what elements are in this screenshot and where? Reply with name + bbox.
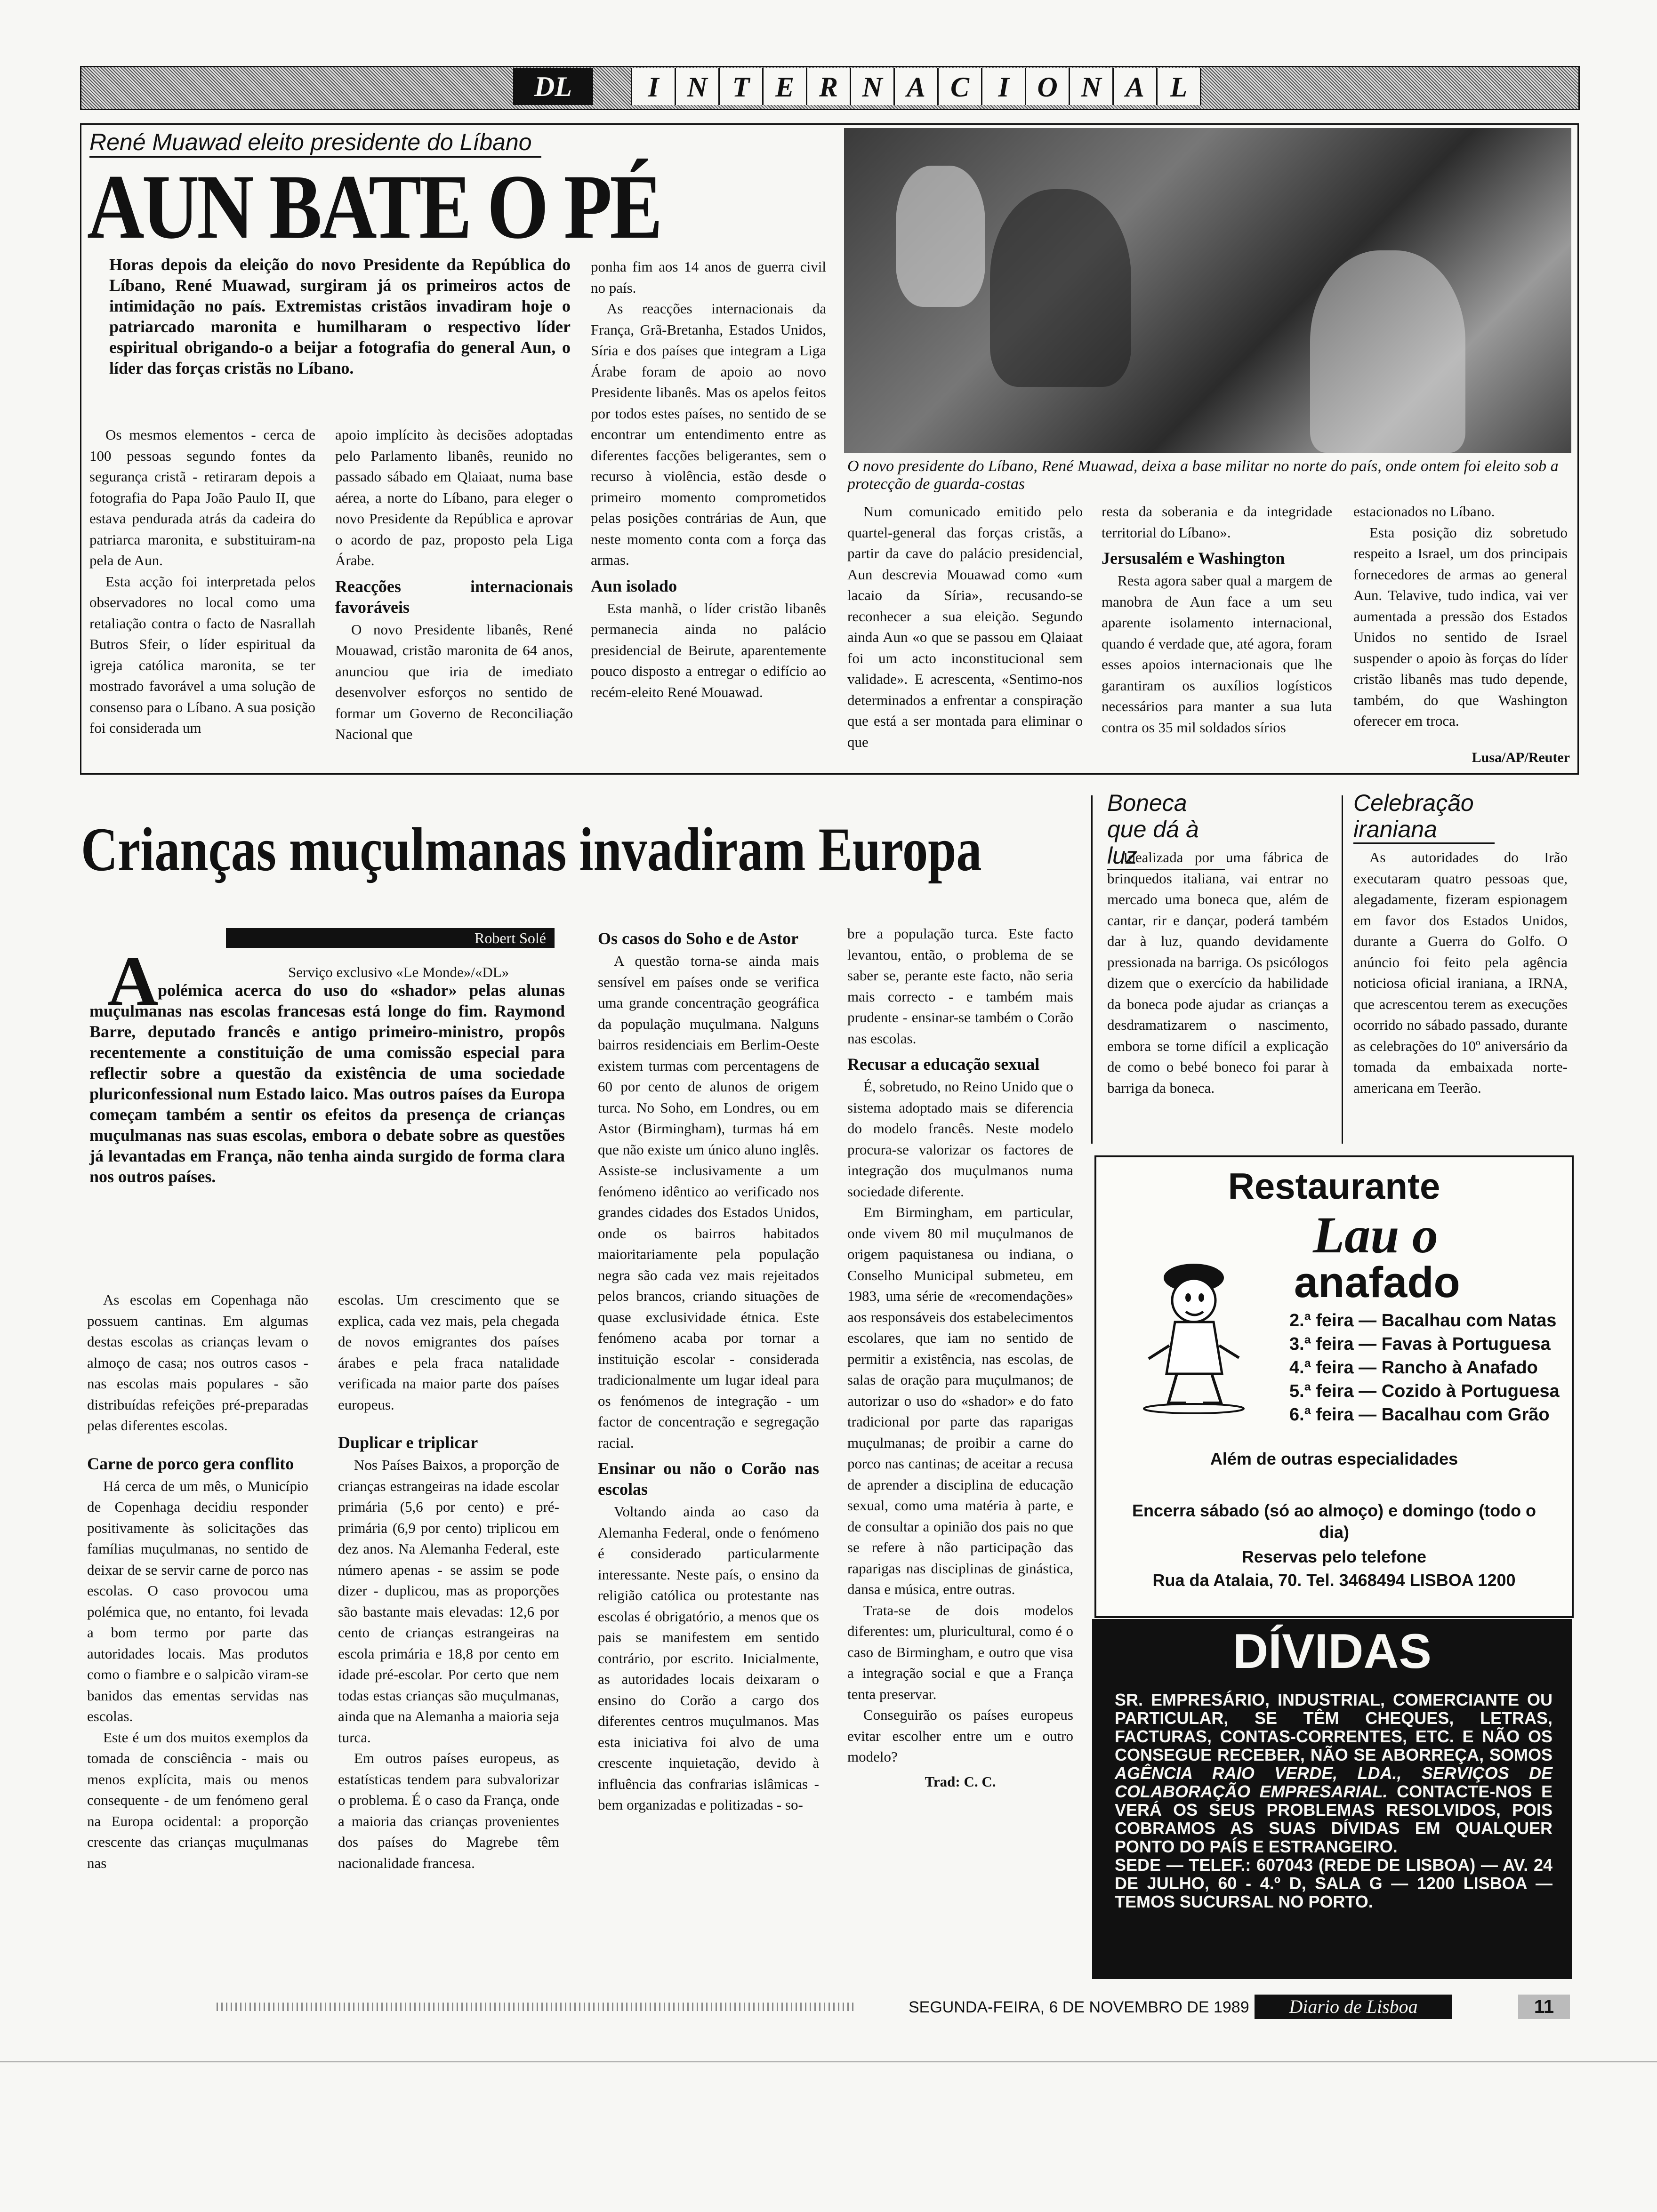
story2-c1-p2: Há cerca de um mês, o Município de Copenhaga decidiu responder positivamente às solicitações das famílias muçulmanas, no sentido de deixar de se servir carne de porco nas escolas. O caso provocou uma polémica que, no entanto, foi levada a bom termo por parte das autoridades locais. Mas produtos como o fiambre e o salpicão viram-se banidos das ementas servidas nas escolas. xyxy=(87,1477,308,1724)
brief2-text xyxy=(1353,847,1568,1098)
footer-bottom-rule xyxy=(0,2061,1657,2062)
story1-lead: Horas depois da eleição do novo Presidente da República do Líbano, René Muawad, surgiram já os primeiros actos de intimidação no país. Extremistas cristãos invadiram hoje o patriarcado maronita e humilharam o respectivo líder espiritual obrigando-o a beijar a fotografia do general Aun, o líder das forças cristãs no Líbano. xyxy=(109,255,571,377)
story2-c4-p2: É, sobretudo, no Reino Unido que o sistema adoptado mais se diferencia do modelo francês. Neste modelo procura-se valorizar os factores de integração dos muçulmanos numa sociedade diferente. xyxy=(847,1078,1074,1200)
story2-dropcap: A xyxy=(107,942,159,1020)
story2-byline: Robert Solé xyxy=(475,930,546,946)
story1-col1-p1: Os mesmos elementos - cerca de 100 pessoas segundo fontes da segurança cristã - retiraram depois a fotografia do Papa João Paulo II, que estava pendurada atrás da cadeira do patriarca maronita, e substituiram-na pela de Aun. xyxy=(89,426,315,569)
story1-col3 xyxy=(591,256,826,703)
footer-dotted-rule xyxy=(217,2003,857,2011)
menu-item: 4.ª feira — Rancho à Anafado xyxy=(1289,1358,1538,1378)
story1-col1-p2: Esta acção foi interpretada pelos observadores no local como uma retaliação contra o facto de Nasrallah Butros Sfeir, o líder espiritual da igreja católica maronita, se ter mostrado favorável a uma solução de consenso para o Líbano. A sua posição foi considerada um xyxy=(89,573,315,736)
section-title-letter: N xyxy=(1070,68,1114,105)
ad-dividas xyxy=(1092,1619,1572,1979)
section-title-letter: C xyxy=(939,68,982,105)
story2-c4-p3: Em Birmingham, em particular, onde vivem 80 mil muçulmanos de origem paquistanesa ou indiana, o Conselho Municipal submeteu, em 1983, uma série de «recomendações» aos responsáveis dos estabelecimentos escolares, que iam no sentido de permitir a existência, nas escolas, de salas de oração para muçulmanos; de autorizar o uso do «shador» e do fato tradicional por parte das raparigas muçulmanas; de proibir a carne do porco nas cantinas; de aceitar a recusa de aprender a disciplina de educação sexual, como uma matéria à parte, e de consultar a opinião dos pais no que se refere à não participação das raparigas nas disciplinas de ginástica, dansa e música, entre outras. xyxy=(847,1204,1073,1597)
story1-col2 xyxy=(335,425,573,745)
story1-col6-p1: estacionados no Líbano. xyxy=(1353,503,1495,520)
story2-lead-text: polémica acerca do uso do «shador» pelas alunas muçulmanas nas escolas francesas está longe do fim. Raymond Barre, deputado francês e antigo primeiro-ministro, propôs recentemente a constituição de uma comissão especial para reflectir sobre a questão da existência de uma sociedade pluriconfessional num Estado laico. Mas outros países da Europa começam também a sentir os efeitos da presença de crianças muçulmanas nas suas escolas, embora o debate sobre as questões já levantadas em França, não tenha ainda surgido de forma clara nos outros países. xyxy=(89,981,565,1186)
story2-c3-p1: A questão torna-se ainda mais sensível em países onde se verifica uma grande concentração geográfica da população muçulmana. Nalguns bairros residenciais em Berlim-Oeste existem turmas com percentagens de 60 por cento de alunos de origem turca. No Soho, em Londres, ou em Astor (Birmingham), turmas há em que não existe um único aluno inglês. Assiste-se inclusivamente a um fenómeno idêntico ao verificado nos grandes cidades dos Estados Unidos, onde os bairros habitados maioritariamente pela população negra são cada vez mais rejeitados pelos brancos, criando situações de quase exclusividade étnica. Este fenómeno acaba por tornar a instituição escolar - considerada tradicionalmente um lugar ideal para os fenómenos de integração - um factor de concentração e segregação racial. xyxy=(598,953,819,1451)
story2-subhead-duplicar: Duplicar e triplicar xyxy=(338,1433,478,1452)
story1-col3-p1: ponha fim aos 14 anos de guerra civil no país. xyxy=(591,258,826,296)
section-title-letter: T xyxy=(720,68,764,105)
brief1-title: Boneca que dá à luz xyxy=(1107,790,1225,870)
story2-subhead-soho: Os casos do Soho e de Astor xyxy=(598,929,799,948)
story2-col3 xyxy=(598,923,819,1816)
section-title-letter: L xyxy=(1158,68,1201,105)
section-title-letter: E xyxy=(764,68,807,105)
ad-restaurant xyxy=(1094,1155,1574,1618)
chef-illustration xyxy=(1141,1251,1249,1416)
section-title-letter: N xyxy=(851,68,895,105)
ad-dividas-heading: DÍVIDAS xyxy=(1233,1624,1432,1679)
footer-date: SEGUNDA-FEIRA, 6 DE NOVEMBRO DE 1989 xyxy=(909,1998,1249,2016)
story1-col3-p3: Esta manhã, o líder cristão libanês permanecia ainda no palácio presidencial de Beirute, aparentemente pouco disposto a entregar o edifício ao recém-eleito René Mouawad. xyxy=(591,600,826,700)
story1-credit: Lusa/AP/Reuter xyxy=(1472,750,1570,765)
story2-col1 xyxy=(87,1290,308,1874)
ad-restaurant-name2: anafado xyxy=(1294,1258,1460,1306)
ad-dividas-body xyxy=(1115,1691,1552,1911)
story1-caption: O novo presidente do Líbano, René Muawad, deixa a base militar no norte do país, onde ontem foi eleito sob a protecção de guarda-costas xyxy=(847,457,1559,493)
story1-col3-p2: As reacções internacionais da França, Grã-Bretanha, Estados Unidos, Síria e dos países que integram a Liga Árabe foram de apoio ao novo Presidente libanês. Mas os apelos feitos por todos estes países, no sentido de se encontrar um entendimento entre as diferentes facções beligerantes, sem o recurso à violência, estão desde o primeiro momento comprometidos pelas posições contrárias de Aun, que neste momento conta com a força das armas. xyxy=(591,300,826,568)
menu-item: 5.ª feira — Cozido à Portuguesa xyxy=(1289,1381,1560,1401)
section-title-letters xyxy=(632,72,1201,103)
ad-restaurant-address: Rua da Atalaia, 70. Tel. 3468494 LISBOA 1200 xyxy=(1152,1571,1516,1590)
story2-translator: Trad: C. C. xyxy=(925,1773,996,1790)
story2-service: Serviço exclusivo «Le Monde»/«DL» xyxy=(288,964,509,980)
section-title-letter: O xyxy=(1026,68,1070,105)
brief1-text xyxy=(1107,847,1328,1098)
photo-figure-right xyxy=(1310,250,1465,453)
section-title-letter: N xyxy=(676,68,720,105)
section-logo: DL xyxy=(513,68,593,105)
section-title-letter: A xyxy=(1114,68,1158,105)
story2-subhead-recusar: Recusar a educação sexual xyxy=(847,1055,1040,1074)
story2-c4-p4: Trata-se de dois modelos diferentes: um, pluricultural, como é o caso de Birmingham, e outro que visa a integração social e que a França tenta preservar. xyxy=(847,1602,1073,1702)
section-title-letter: I xyxy=(632,68,676,105)
story2-c2-p1: escolas. Um crescimento que se explica, cada vez mais, pela chegada de novos emigrantes dos países árabes e pela fraca natalidade verificada na maior parte dos países europeus. xyxy=(338,1291,559,1413)
menu-item: 6.ª feira — Bacalhau com Grão xyxy=(1289,1405,1550,1425)
ad-restaurant-heading: Restaurante xyxy=(1228,1165,1440,1207)
story1-photo xyxy=(844,128,1571,453)
story2-subhead-carne: Carne de porco gera conflito xyxy=(87,1454,294,1473)
story1-headline: AUN BATE O PÉ xyxy=(87,156,660,258)
section-title xyxy=(631,68,1201,105)
story2-c1-p1: As escolas em Copenhaga não possuem cantinas. Em algumas destas escolas as crianças levam o almoço de casa; nos outros casos - nas escolas mais populares - são distribuídas refeições pré-preparadas pelas diferentes escolas. xyxy=(87,1291,308,1434)
story2-subhead-corao: Ensinar ou não o Corão nas escolas xyxy=(598,1459,819,1499)
story1-subhead-reaccoes: Reacções internacionais favoráveis xyxy=(335,577,573,617)
story1-col6-p2: Esta posição diz sobretudo respeito a Israel, um dos principais fornecedores de armas ao general Aun. Telavive, tudo indica, vai ver aumentada a pressão dos Estados Unidos no sentido de Israel suspender o apoio às forças do líder cristão libanês mas tudo depende, também, do que Washington oferecer em troca. xyxy=(1353,524,1568,729)
story2-c4-p1: bre a população turca. Este facto levantou, então, o problema de se saber se, perante este facto, não seria mais correcto - e também mais prudente - ensinar-se também o Corão nas escolas. xyxy=(847,925,1073,1047)
story1-col4 xyxy=(847,501,1083,753)
menu-item: 3.ª feira — Favas à Portuguesa xyxy=(1289,1334,1551,1354)
story1-col2-p2: O novo Presidente libanês, René Mouawad, cristão maronita de 64 anos, anunciou que iria de imediato desenvolver esforços no sentido de formar um Governo de Reconciliação Nacional que xyxy=(335,621,573,742)
story2-lead xyxy=(89,980,565,1187)
brief-rule-mid xyxy=(1342,795,1343,1144)
photo-hand xyxy=(896,166,985,307)
footer-paper-name: Diario de Lisboa xyxy=(1255,1995,1452,2019)
story1-kicker: René Muawad eleito presidente do Líbano xyxy=(89,128,541,158)
ad-dividas-p4: SEDE — TELEF.: 607043 (REDE DE LISBOA) — AV. 24 DE JULHO, 60 - 4.º D, SALA G — 1200 LISBOA — TEMOS SUCURSAL NO PORTO. xyxy=(1115,1855,1552,1911)
ad-restaurant-hours: Encerra sábado (só ao almoço) e domingo (todo o dia) xyxy=(1132,1501,1536,1542)
story2-c2-p3: Em outros países europeus, as estatísticas tendem para subvalorizar o problema. É o caso da França, onde a maioria das crianças provenientes dos países do Magrebe têm nacionalidade francesa. xyxy=(338,1750,559,1871)
story2-c3-p2: Voltando ainda ao caso da Alemanha Federal, onde o fenómeno é considerado particularmente interessante. Neste país, o ensino da religião católica ou protestante nas escolas é obrigatório, a menos que os pais se manifestem em sentido contrário, por escrito. Inicialmente, as autoridades locais deixaram o ensino do Corão a cargo dos diferentes centros muçulmanos. Mas esta iniciativa foi alvo de uma crescente inquietação, devido à influência das confrarias islâmicas - bem organizadas e politizadas - so- xyxy=(598,1503,819,1813)
story1-col4-p1: Num comunicado emitido pelo quartel-general das forças cristãs, a partir da cave do palácio presidencial, Aun descrevia Mouawad como «um lacaio da Síria», recusando-se reconhecer a sua eleição. Segundo ainda Aun «o que se passou em Qlaiaat foi um acto inconstitucional sem validade». E acrescenta, «Sentimo-nos determinados a enfrentar a conspiração que está a ser montada para eliminar o que xyxy=(847,503,1083,750)
story1-col6 xyxy=(1353,501,1568,732)
ad-restaurant-extra: Além de outras especialidades xyxy=(1210,1449,1458,1468)
brief2-title: Celebração iraniana xyxy=(1353,790,1495,844)
ad-restaurant-name1: Lau o xyxy=(1313,1206,1438,1264)
chef-figure-icon xyxy=(1141,1251,1249,1416)
story1-subhead-jerusalem: Jersusalém e Washington xyxy=(1102,549,1285,568)
section-title-letter: R xyxy=(807,68,851,105)
story1-col5-p2: Resta agora saber qual a margem de manobra de Aun face a um seu aparente isolamento internacional, quando é verdade que, até agora, foram esses apoios internacionais que lhe garantiram os auxílios logísticos necessários para manter a sua luta contra os 35 mil soldados sírios xyxy=(1102,572,1332,736)
story1-subhead-aun-isolado: Aun isolado xyxy=(591,576,677,595)
footer-page-number: 11 xyxy=(1518,1995,1570,2019)
photo-figure-left xyxy=(990,189,1131,387)
ad-dividas-p1: SR. EMPRESÁRIO, INDUSTRIAL, COMERCIANTE OU PARTICULAR, SE TÊM CHEQUES, LETRAS, FACTURAS, CONTAS-CORRENTES, ETC. E NÃO OS CONSEGUE RECEBER, NÃO SE ABORREÇA, SOMOS xyxy=(1115,1690,1552,1764)
section-title-letter: A xyxy=(895,68,939,105)
brief1-paragraph: Idealizada por uma fábrica de brinquedos italiana, vai entrar no mercado uma boneca que, além de cantar, rir e dançar, poderá também dar à luz, quando devidamente pressionada na barriga. Os psicólogos dizem que o exercício da habilidade da boneca pode ajudar as crianças a desdramatizarem o nascimento, embora se torne difícil a explicação de como o bebé boneco foi parar à barriga da boneca. xyxy=(1107,849,1328,1096)
story1-col2-p1: apoio implícito às decisões adoptadas pelo Parlamento libanês, reunido no passado sábado em Qlaiaat, numa base aérea, a norte do Líbano, para eleger o novo Presidente da República e aprovar o acordo de paz, proposto pela Liga Árabe. xyxy=(335,426,573,569)
brief-rule-left xyxy=(1091,795,1093,1144)
ad-restaurant-reserve: Reservas pelo telefone xyxy=(1241,1547,1427,1566)
story1-col5 xyxy=(1102,501,1332,738)
menu-item: 2.ª feira — Bacalhau com Natas xyxy=(1289,1311,1557,1330)
story2-c4-p5: Conseguirão os países europeus evitar escolher entre um e outro modelo? xyxy=(847,1707,1073,1765)
ad-dividas-p2: AGÊNCIA RAIO VERDE, LDA., SERVIÇOS DE COLABORAÇÃO EMPRESARIAL. xyxy=(1115,1763,1552,1801)
story2-col2 xyxy=(338,1290,559,1874)
story1-col1 xyxy=(89,425,315,739)
story2-headline: Crianças muçulmanas invadiram Europa xyxy=(81,815,982,884)
ad-dividas-p3: CONTACTE-NOS E VERÁ OS SEUS PROBLEMAS RESOLVIDOS, POIS COBRAMOS AS SUAS DÍVIDAS EM QUALQUER PONTO DO PAÍS E ESTRANGEIRO. xyxy=(1115,1782,1552,1856)
ad-restaurant-menu xyxy=(1289,1309,1567,1427)
brief2-paragraph: As autoridades do Irão executaram quatro pessoas que, alegadamente, fizeram espionagem em favor dos Estados Unidos, durante a Guerra do Golfo. O anúncio foi feito pela agência noticiosa oficial iraniana, a IRNA, que acrescentou terem as execuções ocorrido no sábado passado, durante as celebrações do 10º aniversário da tomada da embaixada norte-americana em Teerão. xyxy=(1353,849,1568,1096)
story2-c1-p3: Este é um dos muitos exemplos da tomada de consciência - mais ou menos explícita, mais ou menos consequente - de um fenómeno geral na Europa ocidental: a proporção crescente das crianças muçulmanas nas xyxy=(87,1729,308,1871)
section-title-letter: I xyxy=(982,68,1026,105)
story2-col4 xyxy=(847,923,1073,1792)
story2-c2-p2: Nos Países Baixos, a proporção de crianças estrangeiras na idade escolar primária (5,6 por cento) e pré-primária (6,9 por cento) triplicou em dez anos. Na Alemanha Federal, este número apenas - se assim se pode dizer - duplicou, mas as proporções são bastante mais elevadas: 12,6 por cento de crianças estrangeiras na escola primária e 18,8 por cento em idade pré-escolar. Por certo que nem todas estas crianças são muçulmanas, ainda que na Alemanha a maioria seja turca. xyxy=(338,1457,559,1746)
story1-col5-p1: resta da soberania e da integridade territorial do Líbano». xyxy=(1102,503,1332,541)
